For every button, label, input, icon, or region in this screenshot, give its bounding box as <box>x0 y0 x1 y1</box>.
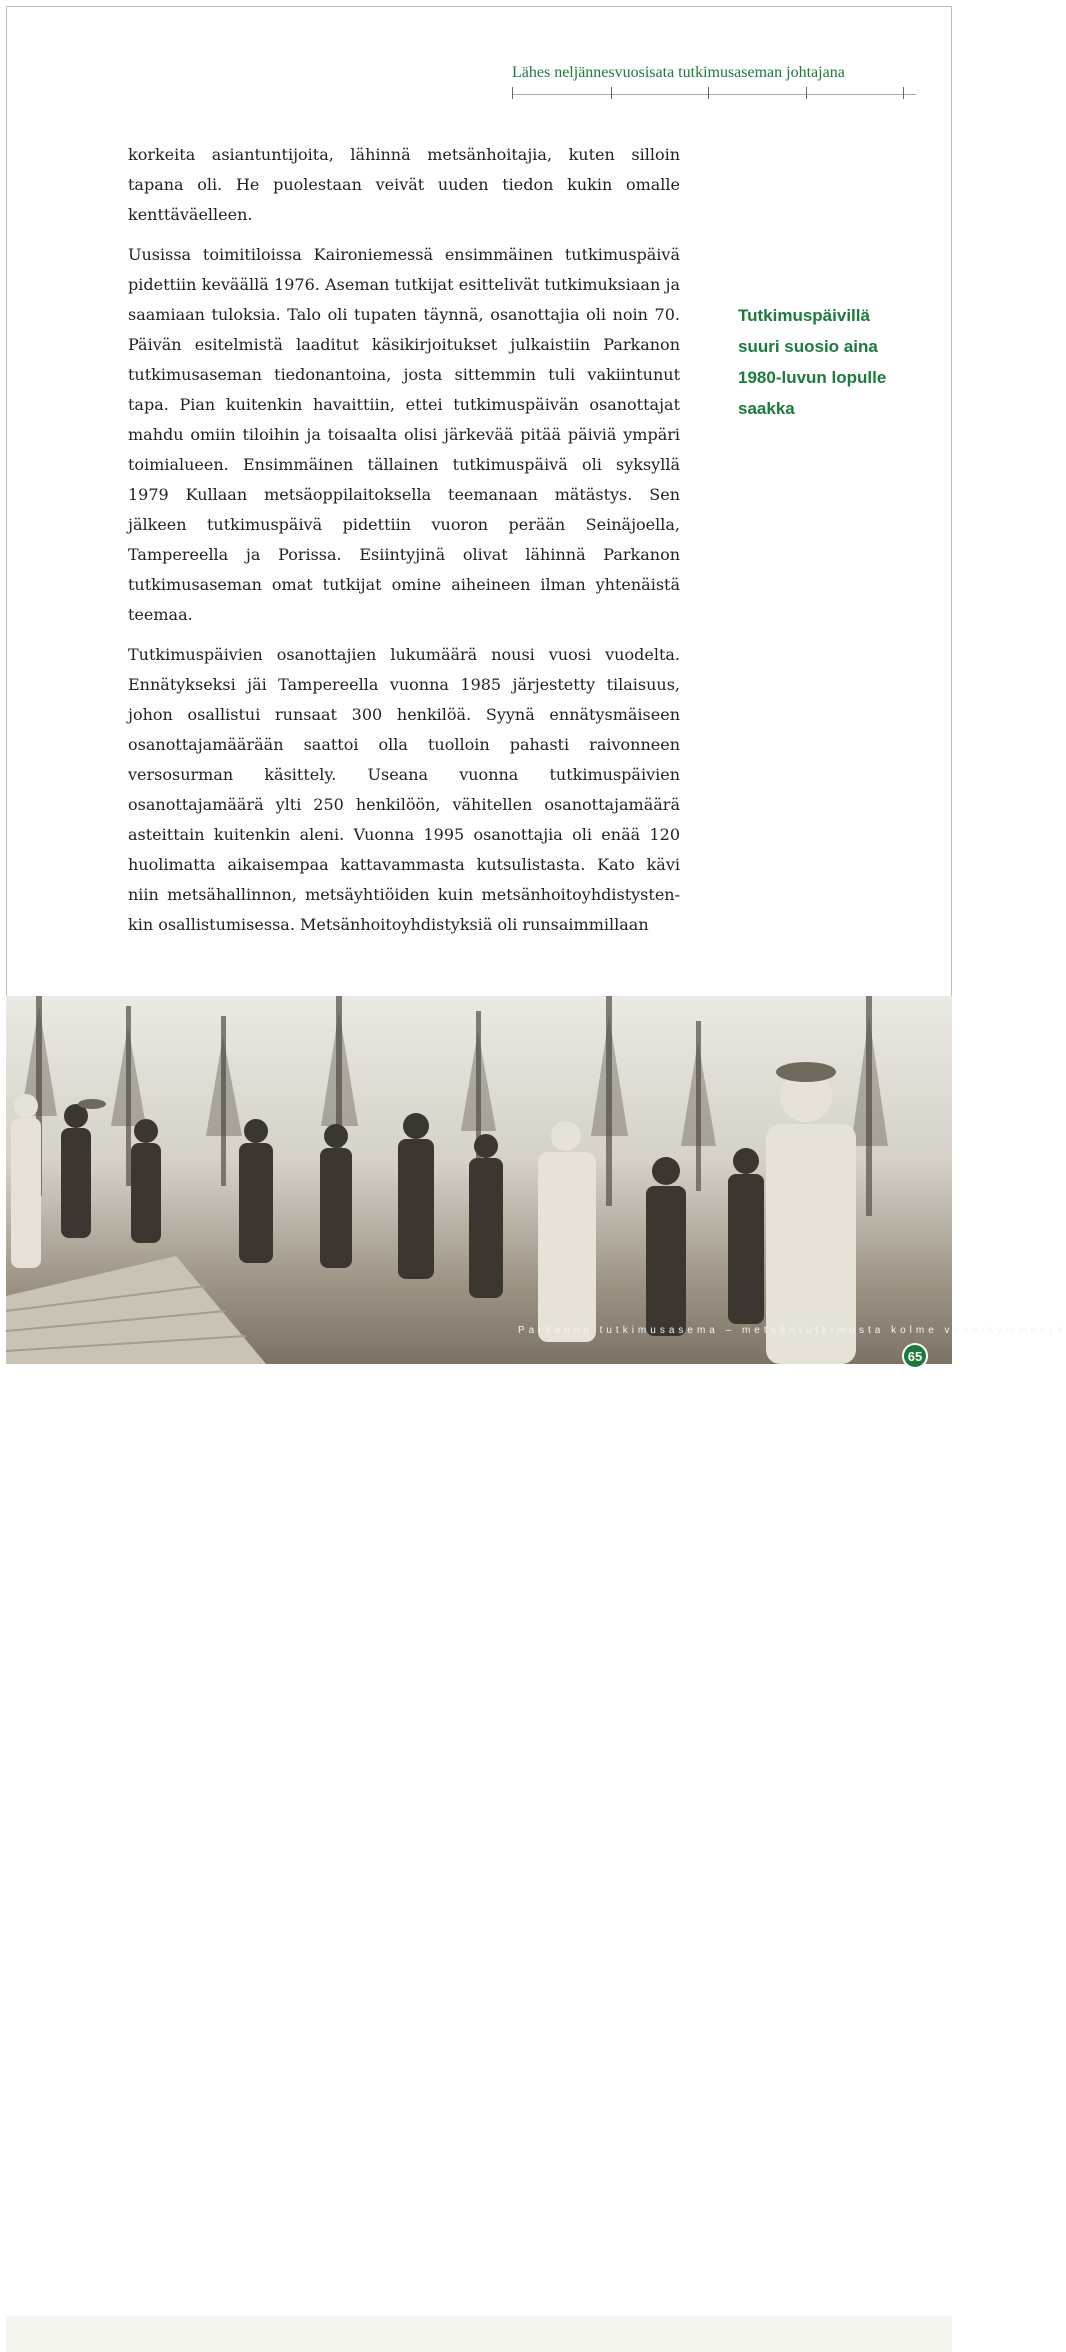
paragraph-1: korkeita asiantuntijoita, lähinnä metsänhoitajia, kuten silloin tapana oli. He puolestaan veivät uuden tiedon kukin omalle kenttäväelleen. <box>128 145 680 224</box>
header-tick <box>806 87 807 99</box>
paragraph-2: Uusissa toimitiloissa Kaironiemessä ensimmäinen tutkimuspäivä pidettiin keväällä 1976. Aseman tutkijat esittelivät tutkimuksiaan ja saamiaan tuloksia. Talo oli tupaten täynnä, osanottajia oli noin 70. Päivän esitelmistä laaditut käsikirjoitukset julkaistiin Parkanon tutkimusaseman tiedonantoina, josta sittemmin tuli vakiintunut tapa. Pian kuitenkin havaittiin, ettei tutkimuspäivän osanottajat mahdu omiin tiloihin ja toisaalta olisi järkevää pitää päiviä ympäri toimialueen. Ensimmäinen tällainen tutkimuspäivä oli syksyllä 1979 Kullaan metsäoppilaitoksella teemanaan mätästys. Sen jälkeen tutkimuspäivä pidettiin vuoron perään Seinäjoella, Tampereella ja Porissa. Esiintyjinä olivat lähinnä Parkanon tutkimusaseman omat tutkijat omine aiheineen ilman yhtenäistä teemaa. <box>128 245 680 624</box>
header-tick <box>708 87 709 99</box>
running-header: Lähes neljännesvuosisata tutkimusaseman johtajana <box>512 64 845 81</box>
header-tick <box>611 87 612 99</box>
header-tick <box>903 87 904 99</box>
footer-band <box>6 2316 952 2352</box>
pull-quote-line: saakka <box>738 399 795 418</box>
body-text <box>128 140 680 950</box>
photo-illustration <box>6 996 952 1364</box>
group-photo <box>6 996 952 1364</box>
paragraph-3: Tutkimuspäivien osanottajien lukumäärä nousi vuosi vuodelta. Ennätykseksi jäi Tampereella vuonna 1985 järjestetty tilaisuus, johon osallistui runsaat 300 henkilöä. Syynä ennätysmäiseen osanottajamäärään saattoi olla tuolloin pahasti raivonneen versosurman käsittely. Useana vuonna tutkimuspäivien osanottajamäärä ylti 250 henkilöön, vähitellen osanottajamäärä asteittain kuitenkin aleni. Vuonna 1995 osanottajia oli enää 120 huolimatta aikaisempaa kattavammasta kutsulistasta. Kato kävi niin metsähallinnon, metsäyhtiöiden kuin metsänhoitoyhdistystenkin osallistumisessa. Metsänhoitoyhdistyksiä oli runsaimmillaan <box>128 645 680 934</box>
footer-caption: Parkanon tutkimusasema – metsäntutkimusta kolme vuosikymmentä <box>518 1325 1066 1336</box>
pull-quote-line: Tutkimuspäivillä <box>738 306 870 325</box>
pull-quote-line: suuri suosio aina <box>738 337 878 356</box>
header-tick <box>512 87 513 99</box>
page-number: 65 <box>902 1343 928 1369</box>
pull-quote-line: 1980-luvun lopulle <box>738 368 887 387</box>
header-rule <box>512 94 916 95</box>
pull-quote <box>738 300 918 424</box>
